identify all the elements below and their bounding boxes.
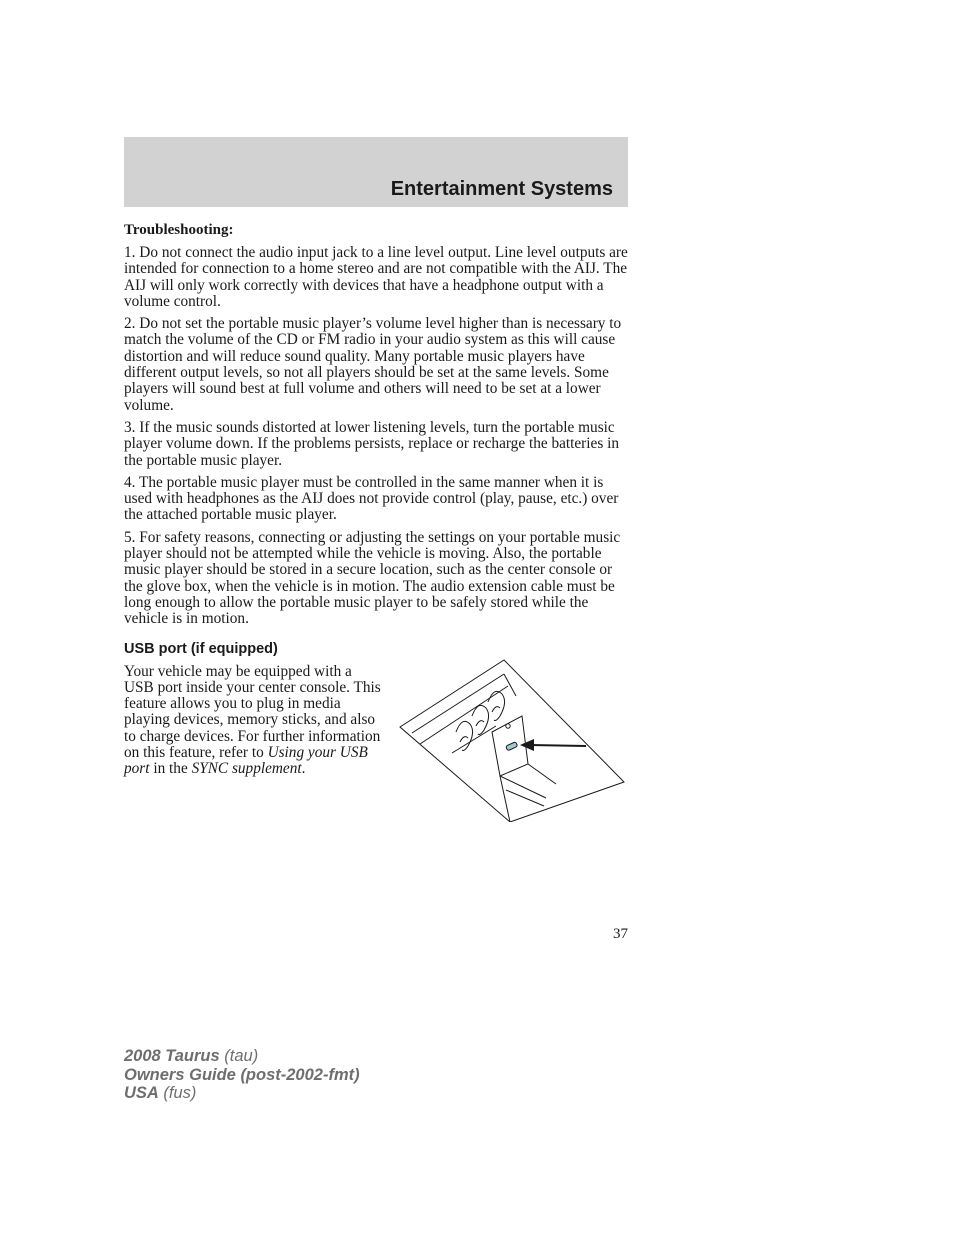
usb-port-heading: USB port (if equipped) — [124, 640, 278, 657]
document-footer — [124, 1047, 360, 1103]
usb-section — [124, 664, 628, 834]
usb-text-before: Your vehicle may be equipped with a USB port inside your center console. This feature allows you to plug in media playing devices, memory sticks, and also to charge devices. For further information on this feature, refer to — [124, 662, 381, 762]
page-number: 37 — [613, 926, 628, 942]
usb-description — [124, 664, 382, 778]
usb-reference-doc: SYNC supplement — [191, 760, 302, 778]
footer-line-2 — [124, 1066, 360, 1085]
usb-port-illustration — [396, 656, 628, 822]
footer-model: 2008 Taurus — [124, 1047, 220, 1065]
footer-line-1 — [124, 1047, 360, 1066]
usb-text-end: . — [301, 760, 306, 778]
troubleshooting-item-1: 1. Do not connect the audio input jack to a line level output. Line level outputs are intended for connection to a home stereo and are not compatible with the AIJ. The AIJ will only work correctly with devices that have a headphone output with a volume control. — [124, 244, 628, 310]
usb-text-middle: in the — [149, 760, 192, 778]
section-title: Entertainment Systems — [390, 178, 613, 200]
usb-reference-link: Using your USB port — [124, 744, 368, 778]
troubleshooting-item-2: 2. Do not set the portable music player’s volume level higher than is necessary to match the volume of the CD or FM radio in your audio system as this will cause distortion and will reduce sound quality. Many portable music players have different output levels, so not all players should be set at the same levels. Some players will sound best at full volume and others will need to be set at a lower volume. — [124, 315, 622, 414]
troubleshooting-heading: Troubleshooting: — [124, 222, 234, 238]
troubleshooting-item-5: 5. For safety reasons, connecting or adjusting the settings on your portable music player should not be attempted while the vehicle is moving. Also, the portable music player should be stored in a secure location, such as the center console or the glove box, when the vehicle is in motion. The audio extension cable must be long enough to allow the portable music player to be safely stored while the vehicle is in motion. — [124, 528, 621, 628]
troubleshooting-item-4: 4. The portable music player must be controlled in the same manner when it is used with headphones as the AIJ does not provide control (play, pause, etc.) over the attached portable music player. — [124, 473, 619, 524]
troubleshooting-item-3: 3. If the music sounds distorted at lower listening levels, turn the portable music player volume down. If the problems persists, replace or recharge the batteries in the portable music player. — [124, 418, 619, 469]
footer-market: USA — [124, 1084, 159, 1102]
footer-market-code: (fus) — [158, 1084, 197, 1102]
main-content — [124, 221, 628, 834]
footer-line-3 — [124, 1084, 360, 1103]
section-header-bar — [124, 137, 628, 207]
footer-model-code: (tau) — [219, 1047, 259, 1065]
footer-guide-type: Owners Guide (post-2002-fmt) — [124, 1065, 360, 1084]
pointer-arrow-shaft — [530, 745, 586, 746]
